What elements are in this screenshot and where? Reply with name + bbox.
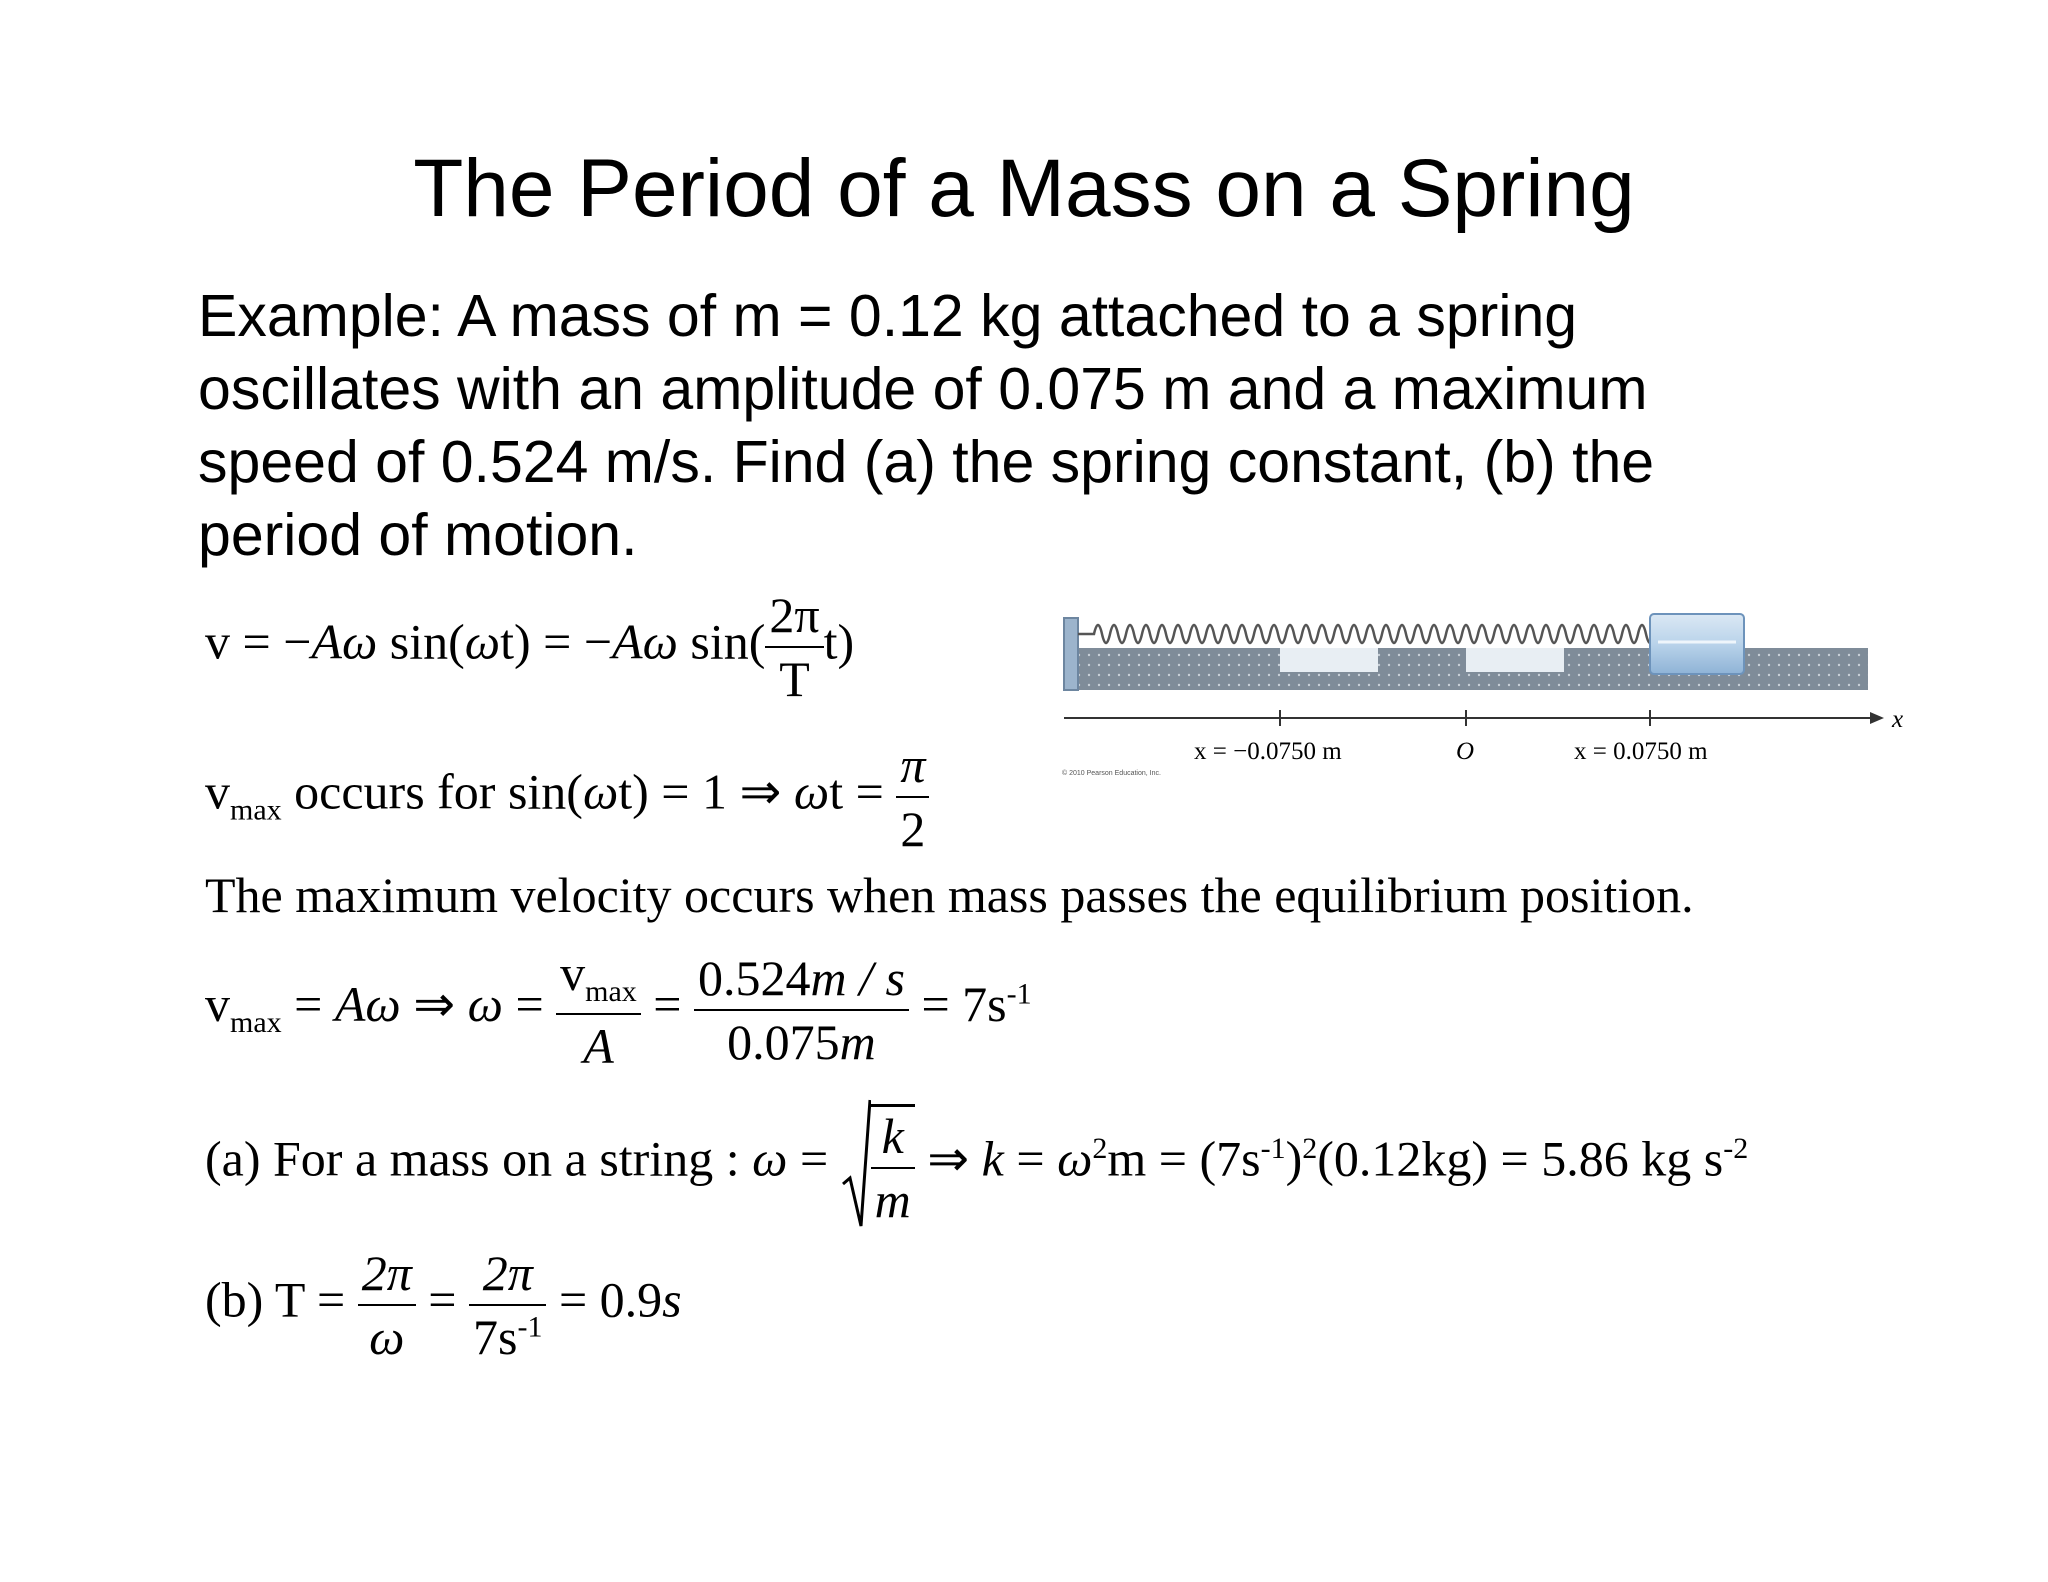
omega-equation: $v_{max} = A\omega$ ⇒ ω = $\frac{v_{max}}{A}$ = $\frac{0.524m / s}{0.075m}$ = $7s^{-1}$ [205, 945, 1032, 1074]
problem-line-3: speed of 0.524 m/s. Find (a) the spring constant, (b) the [198, 429, 1655, 495]
slide-title: The Period of a Mass on a Spring [413, 143, 1635, 234]
spring-constant-equation: (a) For a mass on a string : ω = $\frac{k}{m}$ ⇒ $k = \omega^2m = (7s^{-1})^2(0.12kg) = 5.86$ kg $s^{-2}$ [205, 1098, 1748, 1230]
axis-label-x: x [1892, 706, 1904, 733]
sqrt-radical-icon [841, 1098, 871, 1230]
two-pi-over-omega-fraction: $\frac{2\pi}{\omega}$ [358, 1248, 416, 1362]
velocity-equation: v = −Aω sin(ωt) = −Aω sin( $\frac{2\pi}{T}$ t) [205, 587, 855, 707]
label-neg-amplitude: x = −0.0750 m [1194, 738, 1342, 765]
vmax-over-a-fraction: $\frac{v_{max}}{A}$ [556, 948, 641, 1071]
period-equation: (b) T = $\frac{2\pi}{\omega}$ = $\frac{2\pi}{7s^{-1}}$ = 0.9s [205, 1245, 682, 1365]
two-pi-over-seven-fraction: $\frac{2\pi}{7s^{-1}}$ [469, 1248, 546, 1362]
track-recess-right [1466, 648, 1564, 672]
problem-line-4: period of motion. [198, 502, 638, 568]
equilibrium-statement: The maximum velocity occurs when mass passes the equilibrium position. [205, 867, 1694, 923]
two-pi-over-t-fraction: $\frac{2\pi}{T}$ [765, 590, 823, 704]
sqrt-k-over-m: $\frac{k}{m}$ [841, 1098, 915, 1230]
numeric-omega-fraction: $\frac{0.524m / s}{0.075m}$ [694, 953, 909, 1067]
label-origin: O [1456, 738, 1475, 765]
vmax-condition-equation: $v_{max}$ occurs for sin(ωt) = 1 ⇒ ωt = $\frac{\pi}{2}$ [205, 740, 929, 854]
spring-coil [1078, 625, 1690, 643]
mass-block [1650, 614, 1744, 674]
wall [1064, 618, 1078, 690]
x-axis-arrow-icon [1870, 712, 1884, 724]
label-pos-amplitude: x = 0.0750 m [1574, 738, 1708, 765]
problem-line-1: Example: A mass of m = 0.12 kg attached to a spring [198, 283, 1578, 349]
problem-statement [198, 280, 1998, 572]
track-recess-left [1280, 648, 1378, 672]
problem-line-2: oscillates with an amplitude of 0.075 m and a maximum [198, 356, 1648, 422]
pi-over-two-fraction: $\frac{\pi}{2}$ [896, 740, 929, 854]
spring-mass-figure [1054, 600, 1904, 780]
figure-copyright: © 2010 Pearson Education, Inc. [1062, 770, 1161, 777]
